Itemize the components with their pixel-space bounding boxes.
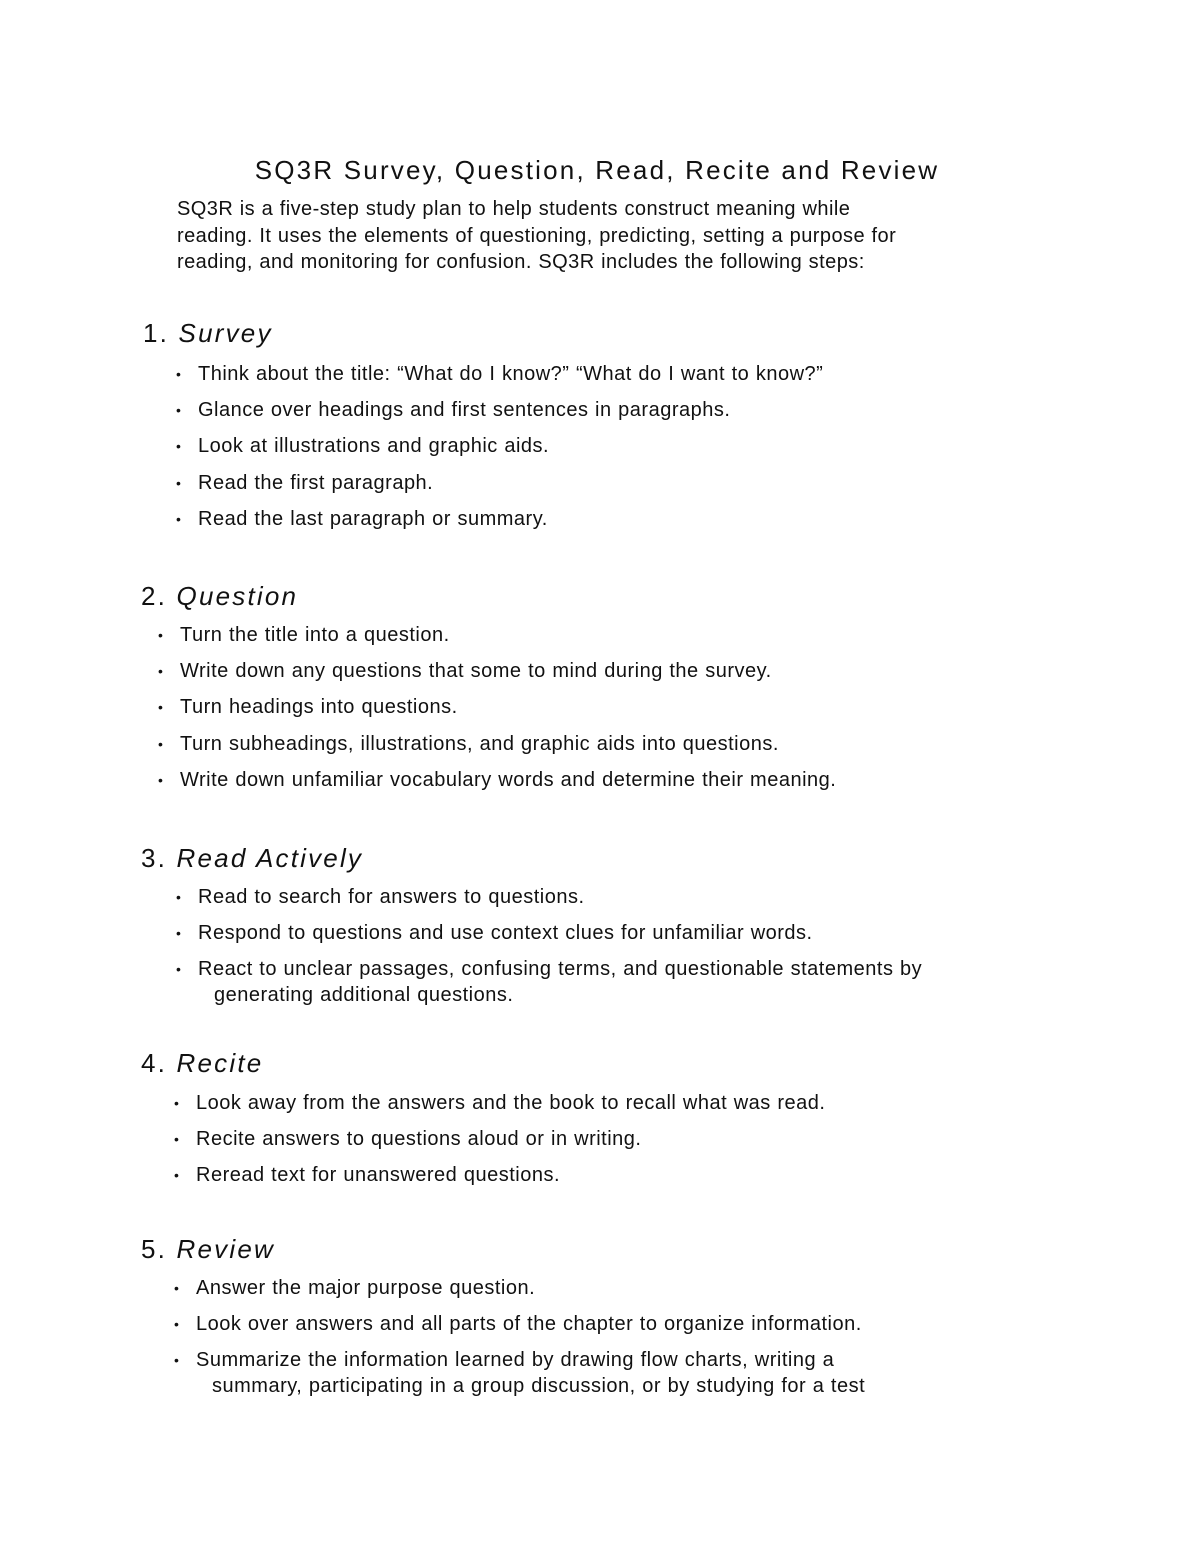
list-item (174, 1162, 825, 1188)
list-item (174, 1126, 825, 1152)
list-item-text: Reread text for unanswered questions. (196, 1164, 561, 1187)
bullet-icon: • (174, 1352, 180, 1369)
list-item (174, 1311, 865, 1337)
section-number: 2. (141, 581, 168, 611)
intro-paragraph (177, 196, 1057, 276)
list-item-text: React to unclear passages, confusing terms, and questionable statements by (198, 958, 923, 981)
bullet-icon: • (158, 771, 164, 788)
section-number: 5. (141, 1234, 168, 1264)
list-item (176, 506, 823, 532)
bullet-icon: • (176, 889, 182, 905)
list-item (174, 1275, 865, 1301)
list-item (176, 956, 922, 1008)
list-item-text: Turn headings into questions. (180, 696, 458, 719)
list-item-text: Read the last paragraph or summary. (198, 507, 548, 530)
list-item-text: Write down any questions that some to mind during the survey. (180, 660, 772, 683)
list-item-text: Read the first paragraph. (198, 471, 434, 494)
bullet-icon: • (174, 1280, 180, 1296)
list-item-text: Answer the major purpose question. (196, 1277, 536, 1299)
list-item-text: Look at illustrations and graphic aids. (198, 435, 550, 458)
section-heading-read-actively (141, 842, 363, 874)
list-item-text: Think about the title: “What do I know?” “What do I want to know?” (198, 363, 824, 385)
section-heading-question (141, 580, 298, 612)
list-item-text: Write down unfamiliar vocabulary words and determine their meaning. (180, 768, 837, 791)
section-name: Read Actively (176, 843, 364, 873)
section-name: Question (176, 581, 299, 611)
list-item-text-continuation: generating additional questions. (214, 984, 514, 1007)
list-item (158, 767, 836, 793)
list-item (176, 884, 922, 910)
list-item-text: Respond to questions and use context clues for unfamiliar words. (198, 922, 813, 945)
bullet-icon: • (176, 438, 182, 455)
bullet-icon: • (174, 1131, 180, 1148)
bullet-icon: • (158, 699, 164, 716)
review-bullet-list (174, 1275, 865, 1410)
bullet-icon: • (176, 961, 182, 978)
list-item-text-continuation: summary, participating in a group discussion, or by studying for a test (212, 1375, 866, 1398)
list-item-text: Read to search for answers to questions. (198, 886, 585, 908)
bullet-icon: • (176, 510, 182, 527)
section-number: 3. (141, 843, 168, 873)
list-item-text: Look away from the answers and the book to recall what was read. (196, 1092, 826, 1114)
bullet-icon: • (174, 1167, 180, 1184)
question-bullet-list (158, 622, 836, 803)
bullet-icon: • (158, 663, 164, 680)
recite-bullet-list (174, 1090, 825, 1199)
list-item (158, 658, 836, 684)
list-item (176, 433, 823, 459)
list-item-text: Recite answers to questions aloud or in writing. (196, 1128, 642, 1151)
list-item (176, 397, 823, 423)
section-name: Survey (178, 318, 273, 348)
page-title: SQ3R Survey, Question, Read, Recite and Review (254, 155, 940, 185)
section-heading-survey (143, 317, 273, 349)
list-item-text: Turn subheadings, illustrations, and graphic aids into questions. (180, 732, 779, 755)
intro-line: SQ3R is a five-step study plan to help students construct meaning while (177, 198, 851, 220)
list-item (176, 920, 922, 946)
intro-line: reading. It uses the elements of questioning, predicting, setting a purpose for (177, 224, 897, 247)
section-heading-review (141, 1233, 275, 1265)
section-number: 1. (143, 318, 170, 348)
section-name: Recite (176, 1048, 264, 1078)
list-item (158, 622, 836, 648)
section-number: 4. (141, 1048, 168, 1078)
list-item (176, 361, 823, 387)
list-item-text: Glance over headings and first sentences in paragraphs. (198, 399, 731, 422)
list-item (176, 470, 823, 496)
bullet-icon: • (158, 735, 164, 752)
list-item (158, 694, 836, 720)
bullet-icon: • (174, 1095, 180, 1111)
list-item-text: Summarize the information learned by drawing flow charts, writing a (196, 1349, 835, 1372)
intro-line: reading, and monitoring for confusion. SQ3R includes the following steps: (177, 251, 865, 273)
bullet-icon: • (176, 366, 182, 382)
list-item (158, 731, 836, 757)
list-item (174, 1090, 825, 1116)
bullet-icon: • (176, 474, 182, 491)
survey-bullet-list (176, 361, 823, 542)
list-item (174, 1347, 865, 1399)
read-actively-bullet-list (176, 884, 922, 1019)
list-item-text: Turn the title into a question. (180, 624, 450, 646)
bullet-icon: • (176, 925, 182, 942)
bullet-icon: • (174, 1316, 180, 1333)
list-item-text: Look over answers and all parts of the chapter to organize information. (196, 1313, 862, 1336)
bullet-icon: • (158, 627, 164, 643)
section-name: Review (176, 1234, 275, 1264)
section-heading-recite (141, 1047, 263, 1079)
bullet-icon: • (176, 402, 182, 419)
